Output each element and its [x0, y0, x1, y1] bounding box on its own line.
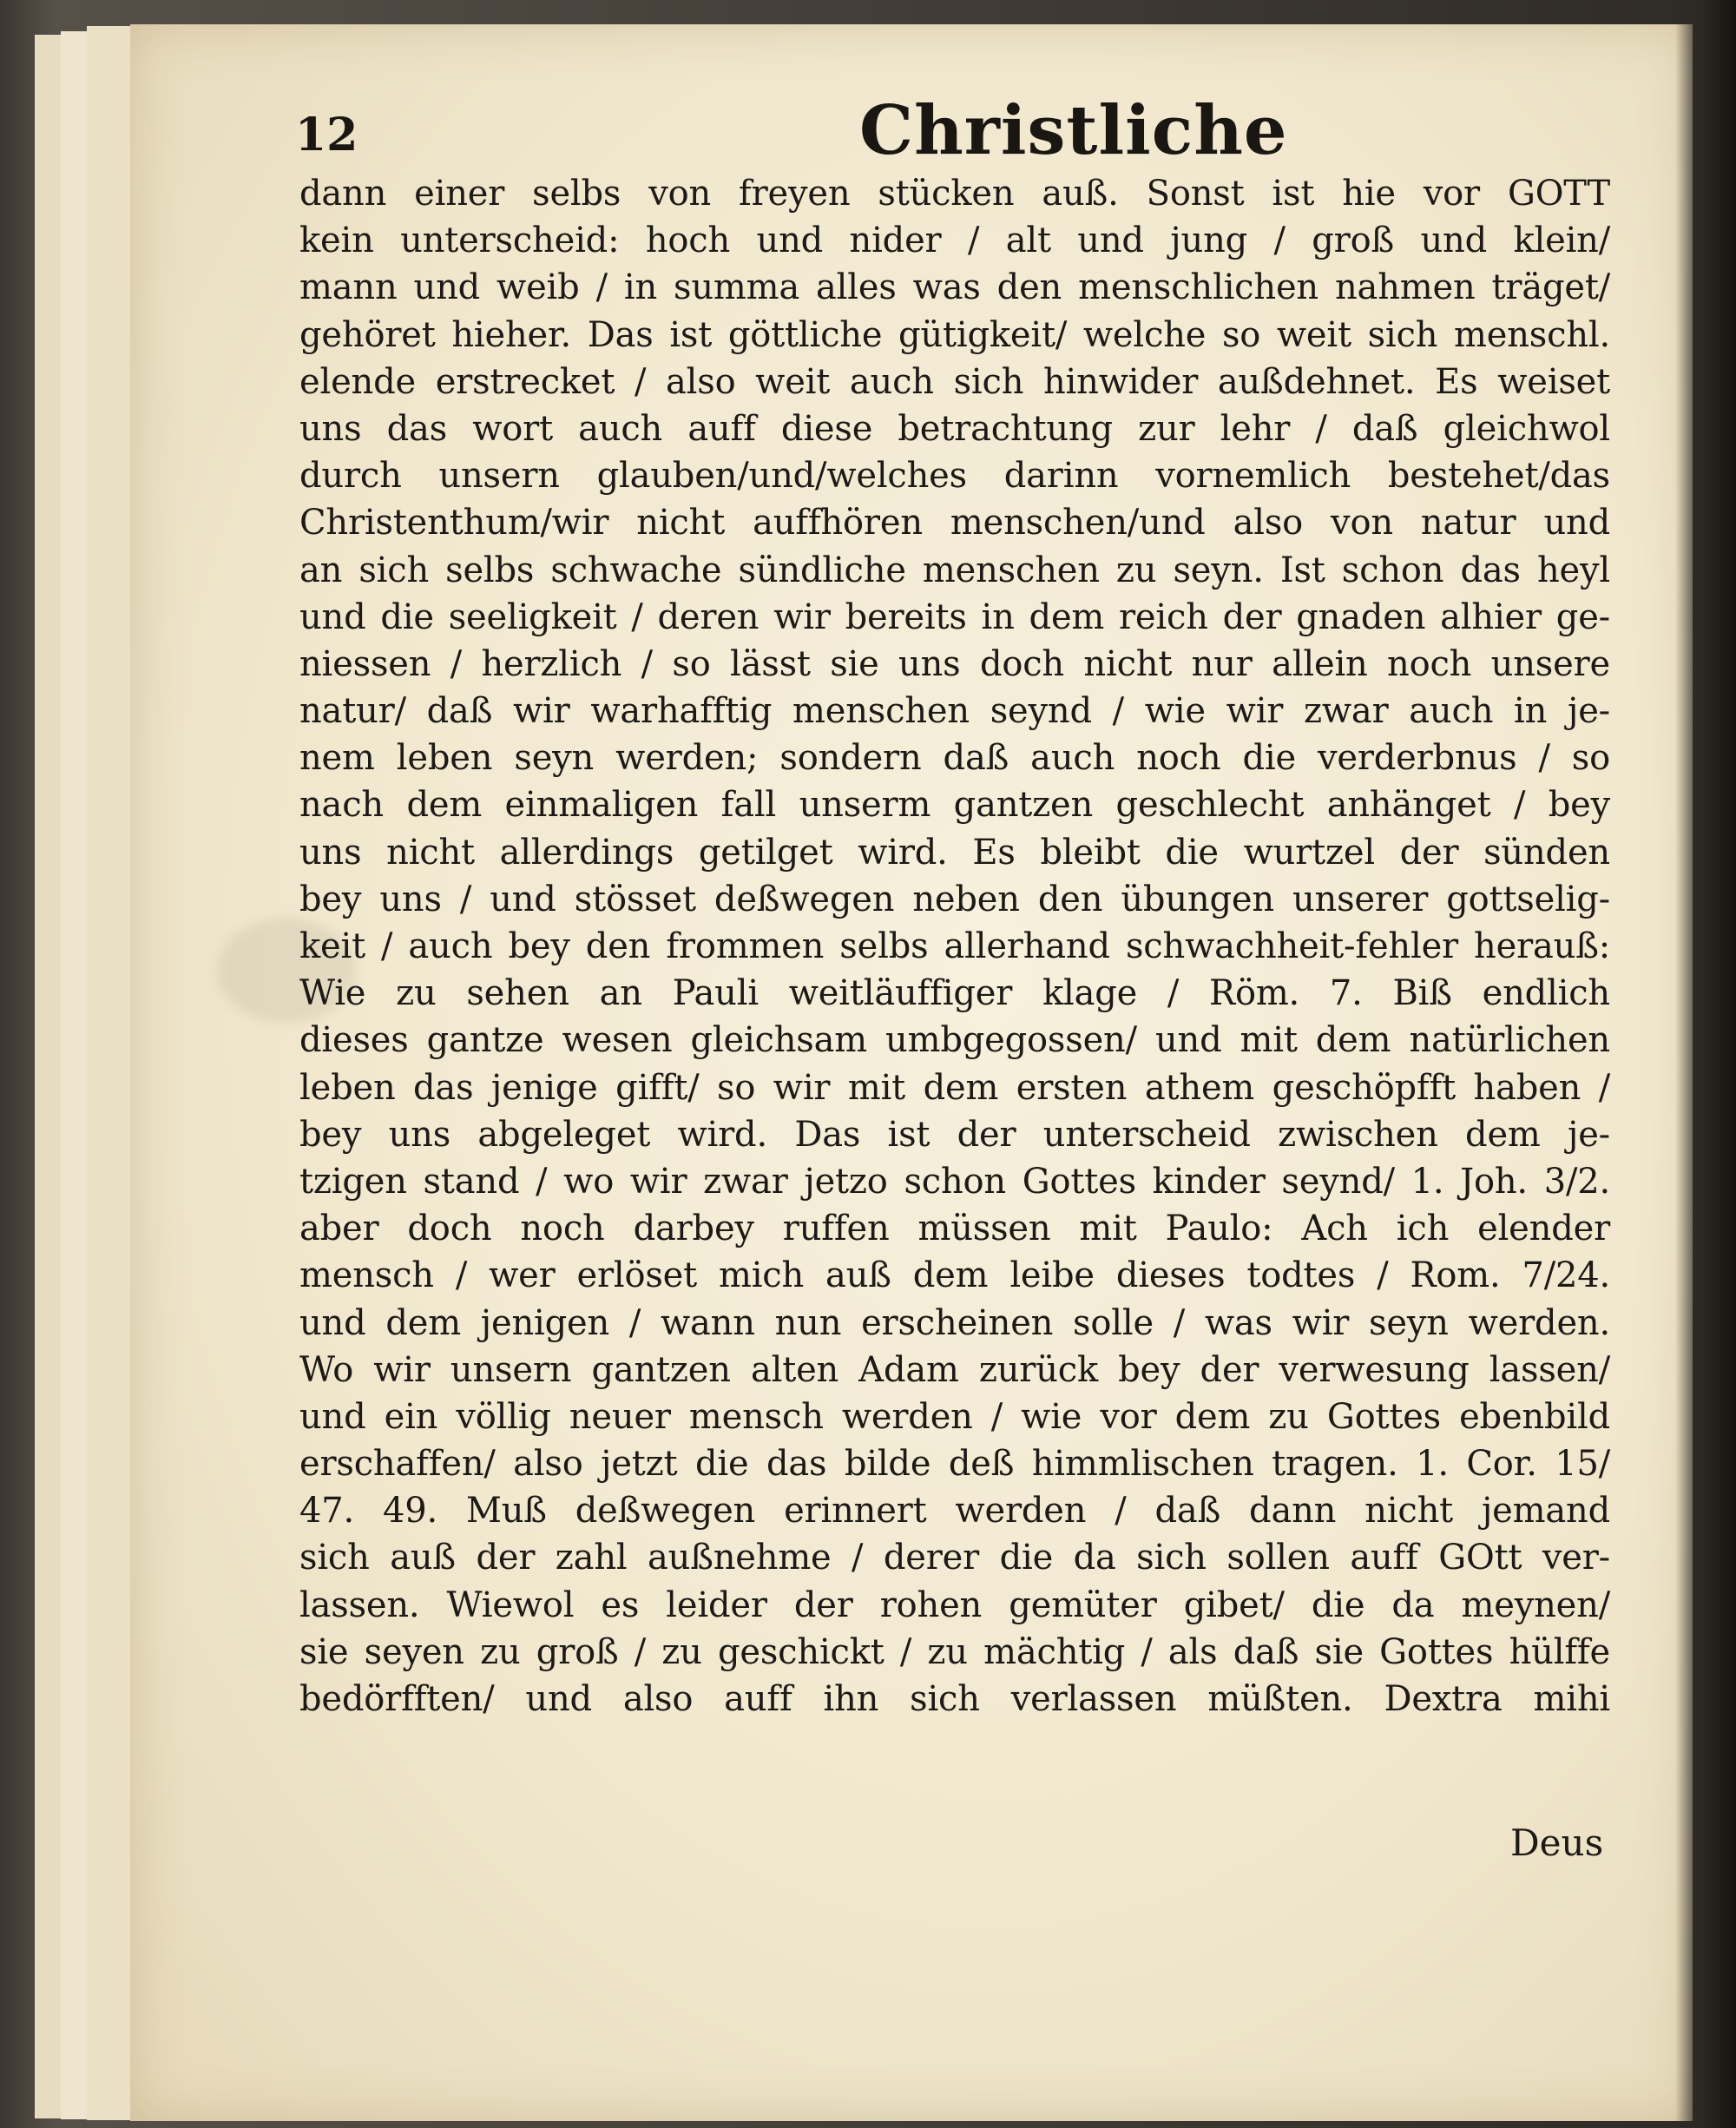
catchword: Deus [1510, 1822, 1604, 1864]
text-line: bey uns abgeleget wird. Das ist der unterscheid zwischen dem je- [299, 1114, 1610, 1155]
text-line: sie seyen zu groß / zu geschickt / zu mächtig / als daß sie Gottes hülffe [299, 1631, 1610, 1672]
text-line: mensch / wer erlöset mich auß dem leibe dieses todtes / Rom. 7/24. [299, 1255, 1610, 1296]
text-line: gehöret hieher. Das ist göttliche gütigkeit/ welche so weit sich menschl. [299, 314, 1610, 355]
text-line: dieses gantze wesen gleichsam umbgegossen/ und mit dem natürlichen [299, 1020, 1610, 1061]
text-line: durch unsern glauben/und/welches darinn vornemlich bestehet/das [299, 456, 1610, 497]
text-line: nem leben seyn werden; sondern daß auch noch die verderbnus / so [299, 738, 1610, 779]
text-line: nach dem einmaligen fall unserm gantzen geschlecht anhänget / bey [299, 785, 1610, 826]
text-line: uns das wort auch auff diese betrachtung zur lehr / daß gleichwol [299, 408, 1610, 449]
text-line: aber doch noch darbey ruffen müssen mit Paulo: Ach ich elender [299, 1209, 1610, 1249]
running-title: Christliche [859, 91, 1288, 170]
text-line: tzigen stand / wo wir zwar jetzo schon Gottes kinder seynd/ 1. Joh. 3/2. [299, 1161, 1610, 1202]
text-line: keit / auch bey den frommen selbs allerhand schwachheit-fehler herauß: [299, 926, 1610, 966]
text-line: und ein völlig neuer mensch werden / wie vor dem zu Gottes ebenbild [299, 1396, 1610, 1437]
text-line: uns nicht allerdings getilget wird. Es bleibt die wurtzel der sünden [299, 832, 1610, 873]
text-line: kein unterscheid: hoch und nider / alt und jung / groß und klein/ [299, 221, 1610, 261]
text-line: bedörfften/ und also auff ihn sich verlassen müßten. Dextra mihi [299, 1679, 1610, 1719]
page-number: 12 [295, 109, 358, 161]
text-line: an sich selbs schwache sündliche menschen zu seyn. Ist schon das heyl [299, 550, 1610, 590]
text-line: Christenthum/wir nicht auffhören menschen/und also von natur und [299, 503, 1610, 544]
text-line: und die seeligkeit / deren wir bereits in dem reich der gnaden alhier ge- [299, 596, 1610, 637]
text-line: niessen / herzlich / so lässt sie uns doch nicht nur allein noch unsere [299, 643, 1610, 684]
text-line: sich auß der zahl außnehme / derer die da sich sollen auff GOtt ver- [299, 1538, 1610, 1578]
text-line: Wo wir unsern gantzen alten Adam zurück bey der verwesung lassen/ [299, 1349, 1610, 1390]
text-line: bey uns / und stösset deßwegen neben den übungen unserer gottselig- [299, 879, 1610, 919]
page-header [295, 91, 1597, 169]
body-text [299, 170, 1610, 1723]
text-line: 47. 49. Muß deßwegen erinnert werden / daß dann nicht jemand [299, 1491, 1610, 1532]
text-line: mann und weib / in summa alles was den menschlichen nahmen träget/ [299, 267, 1610, 308]
binding-shadow [1675, 0, 1736, 2128]
text-line: dann einer selbs von freyen stücken auß. Sonst ist hie vor GOTT [299, 174, 1610, 214]
text-line: natur/ daß wir warhafftig menschen seynd / wie wir zwar auch in je- [299, 691, 1610, 732]
text-line: leben das jenige gifft/ so wir mit dem ersten athem geschöpfft haben / [299, 1067, 1610, 1108]
text-line: Wie zu sehen an Pauli weitläuffiger klage / Röm. 7. Biß endlich [299, 973, 1610, 1014]
text-line: und dem jenigen / wann nun erscheinen solle / was wir seyn werden. [299, 1302, 1610, 1343]
text-line: erschaffen/ also jetzt die das bilde deß himmlischen tragen. 1. Cor. 15/ [299, 1444, 1610, 1485]
text-line: lassen. Wiewol es leider der rohen gemüter gibet/ die da meynen/ [299, 1584, 1610, 1625]
text-line: elende erstrecket / also weit auch sich hinwider außdehnet. Es weiset [299, 361, 1610, 402]
